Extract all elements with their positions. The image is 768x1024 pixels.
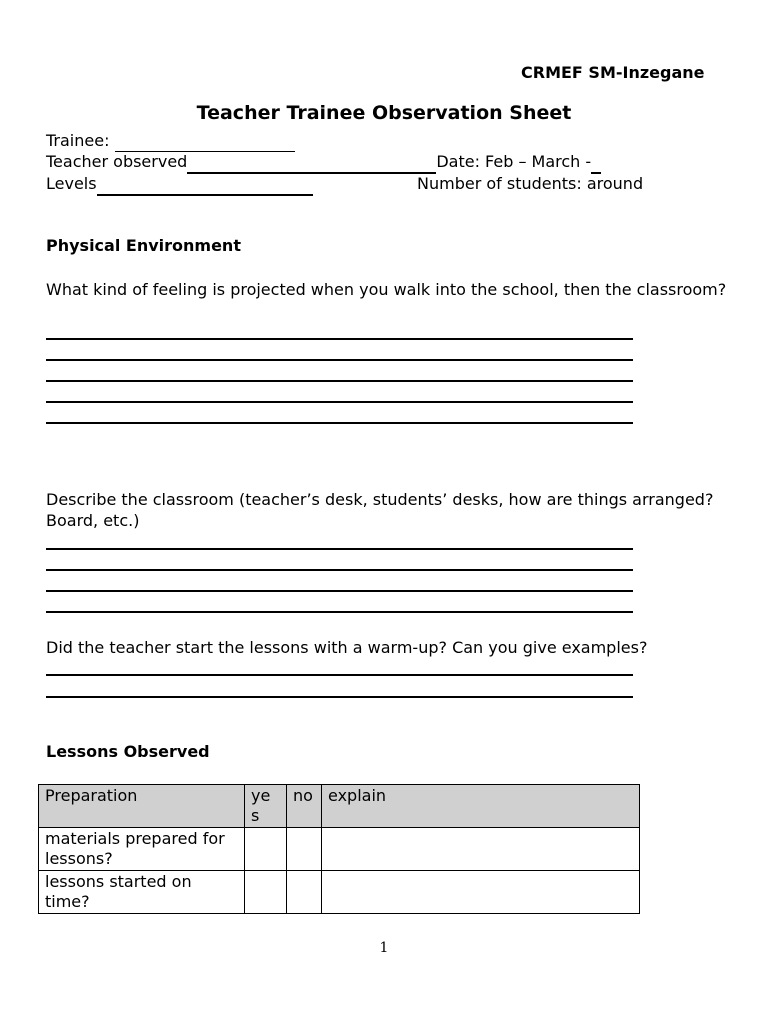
teacher-observed-label: Teacher observed: [46, 152, 188, 171]
explain-cell[interactable]: [322, 871, 640, 914]
answer-line[interactable]: [46, 611, 633, 613]
observation-table: [38, 784, 640, 914]
row-label: lessons started on time?: [39, 871, 245, 914]
yes-cell[interactable]: [245, 828, 287, 871]
section-lessons-observed: Lessons Observed: [46, 742, 210, 761]
answer-line[interactable]: [46, 359, 633, 361]
page-title: Teacher Trainee Observation Sheet: [196, 102, 572, 124]
institution-name: CRMEF SM-Inzegane: [521, 63, 705, 82]
answer-line[interactable]: [46, 590, 633, 592]
question-warm-up: Did the teacher start the lessons with a warm-up? Can you give examples?: [46, 638, 648, 657]
answer-line[interactable]: [46, 422, 633, 424]
table-row: [39, 828, 640, 871]
row-label: materials prepared for lessons?: [39, 828, 245, 871]
yes-cell[interactable]: [245, 871, 287, 914]
page-number: 1: [379, 940, 389, 956]
header-preparation: Preparation: [39, 785, 245, 828]
answer-line[interactable]: [46, 569, 633, 571]
date-label: Date: Feb – March -: [436, 152, 592, 171]
trainee-blank[interactable]: [115, 130, 295, 152]
answer-line[interactable]: [46, 401, 633, 403]
question-classroom: Describe the classroom (teacher’s desk, students’ desks, how are things arranged? Board, etc.): [46, 490, 714, 530]
answer-line[interactable]: [46, 674, 633, 676]
answer-line[interactable]: [46, 696, 633, 698]
levels-line: [46, 173, 313, 196]
students-count: Number of students: around: [417, 174, 644, 193]
teacher-observed-line: [46, 151, 601, 174]
date-blank[interactable]: [591, 151, 601, 174]
section-physical-environment: Physical Environment: [46, 236, 241, 255]
header-explain: explain: [322, 785, 640, 828]
levels-label: Levels: [46, 174, 97, 193]
explain-cell[interactable]: [322, 828, 640, 871]
trainee-label: Trainee:: [46, 131, 115, 150]
header-yes: ye s: [245, 785, 287, 828]
answer-line[interactable]: [46, 548, 633, 550]
levels-blank[interactable]: [97, 173, 313, 196]
trainee-line: [46, 130, 295, 152]
table-header-row: [39, 785, 640, 828]
answer-line[interactable]: [46, 338, 633, 340]
header-no: no: [287, 785, 322, 828]
teacher-observed-blank[interactable]: [187, 151, 436, 174]
question-feeling: What kind of feeling is projected when you walk into the school, then the classroom?: [46, 280, 727, 299]
no-cell[interactable]: [287, 871, 322, 914]
table-row: [39, 871, 640, 914]
answer-line[interactable]: [46, 380, 633, 382]
no-cell[interactable]: [287, 828, 322, 871]
